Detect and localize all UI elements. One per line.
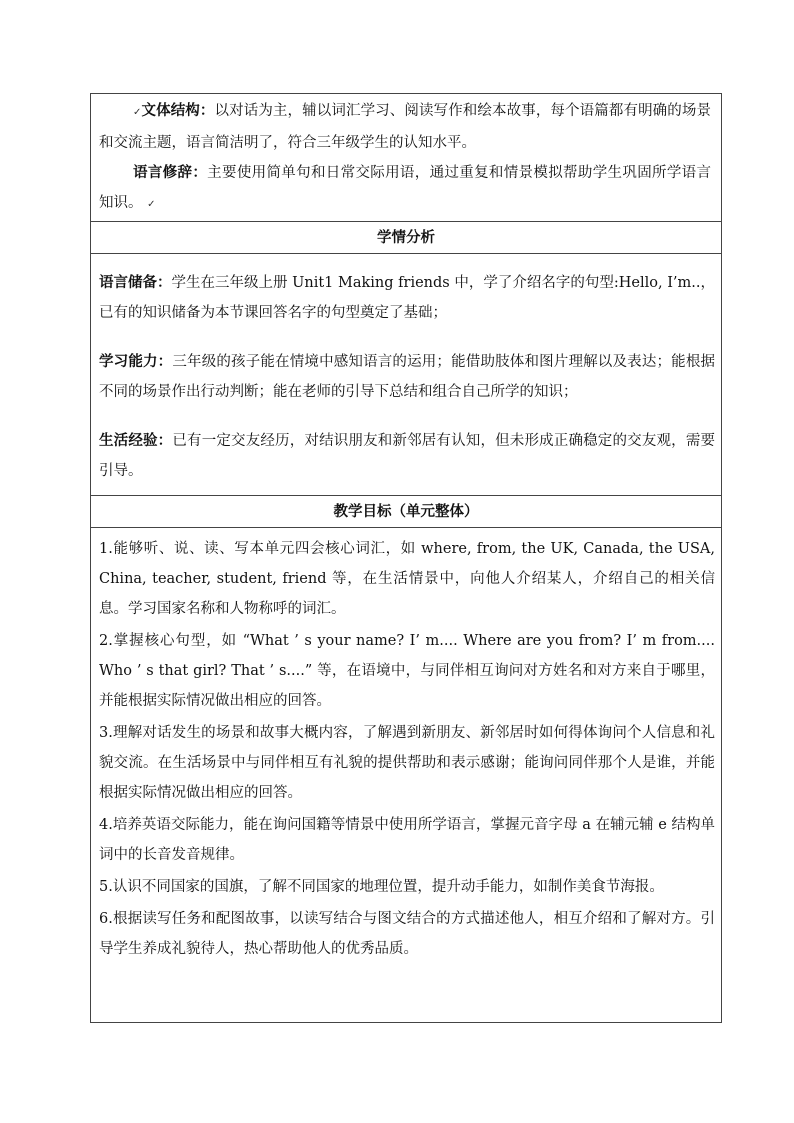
- tick-mark-icon: ✓: [147, 199, 156, 210]
- life-experience-text: 已有一定交友经历，对结识朋友和新邻居有认知，但未形成正确稳定的交友观，需要引导。: [99, 433, 716, 479]
- rhetoric-text: 主要使用简单句和日常交际用语，通过重复和情景模拟帮助学生巩固所学语言知识。: [99, 165, 712, 211]
- text-structure-section: [91, 94, 721, 222]
- teaching-goals-header: 教学目标（单元整体）: [91, 496, 721, 528]
- tick-mark-icon: ✓: [133, 107, 142, 118]
- goal-item: 3.理解对话发生的场景和故事大概内容，了解遇到新朋友、新邻居时如何得体询问个人信息和礼貌交流。在生活场景中与同伴相互有礼貌的提供帮助和表示感谢；能询问同伴那个人是谁，并能根据实际情况做出相应的回答。: [99, 725, 715, 801]
- learning-ability-paragraph: [99, 347, 715, 407]
- learner-analysis-header: 学情分析: [91, 222, 721, 254]
- learning-ability-text: 三年级的孩子能在情境中感知语言的运用；能借助肢体和图片理解以及表达；能根据不同的场景作出行动判断；能在老师的引导下总结和组合自己所学的知识；: [99, 354, 716, 400]
- learner-analysis-section: [91, 222, 721, 496]
- lesson-plan-table: [90, 93, 722, 1023]
- life-experience-paragraph: [99, 426, 715, 486]
- goal-item: 6.根据读写任务和配图故事，以读写结合与图文结合的方式描述他人，相互介绍和了解对方。引导学生养成礼貌待人，热心帮助他人的优秀品质。: [99, 911, 715, 957]
- goal-item: 1.能够听、说、读、写本单元四会核心词汇，如 where, from, the UK, Canada, the USA, China, teacher, student, friend 等，在生活情景中，向他人介绍某人，介绍自己的相关信息。学习国家名称和人物称呼的词汇。: [99, 541, 715, 617]
- structure-text: 以对话为主，辅以词汇学习、阅读写作和绘本故事，每个语篇都有明确的场景和交流主题，语言简洁明了，符合三年级学生的认知水平。: [99, 103, 711, 151]
- language-reserve-paragraph: [99, 268, 715, 328]
- goal-item: 2.掌握核心句型，如 “What ’ s your name? I’ m.... Where are you from? I’ m from.... Who ’ s that girl? That ’ s....” 等，在语境中，与同伴相互询问对方姓名和对方来自于哪里，并能根据实际情况做出相应的回答。: [99, 633, 715, 709]
- structure-paragraph: [99, 96, 711, 158]
- teaching-goals-body: [91, 528, 721, 1022]
- language-reserve-label: 语言储备：: [99, 274, 172, 291]
- goal-item: 4.培养英语交际能力，能在询问国籍等情景中使用所学语言，掌握元音字母 a 在辅元辅 e 结构单词中的长音发音规律。: [99, 817, 715, 863]
- life-experience-label: 生活经验：: [99, 432, 173, 449]
- learning-ability-label: 学习能力：: [99, 353, 173, 370]
- goal-item: 5.认识不同国家的国旗，了解不同国家的地理位置，提升动手能力，如制作美食节海报。: [99, 879, 664, 895]
- rhetoric-paragraph: [99, 158, 711, 220]
- language-reserve-text: 学生在三年级上册 Unit1 Making friends 中，学了介绍名字的句型:Hello, I’m..，已有的知识储备为本节课回答名字的句型奠定了基础；: [99, 275, 716, 321]
- structure-label: 文体结构：: [141, 102, 215, 119]
- teaching-goals-section: [91, 496, 721, 1022]
- rhetoric-label: 语言修辞：: [133, 164, 208, 181]
- learner-analysis-body: [91, 254, 721, 495]
